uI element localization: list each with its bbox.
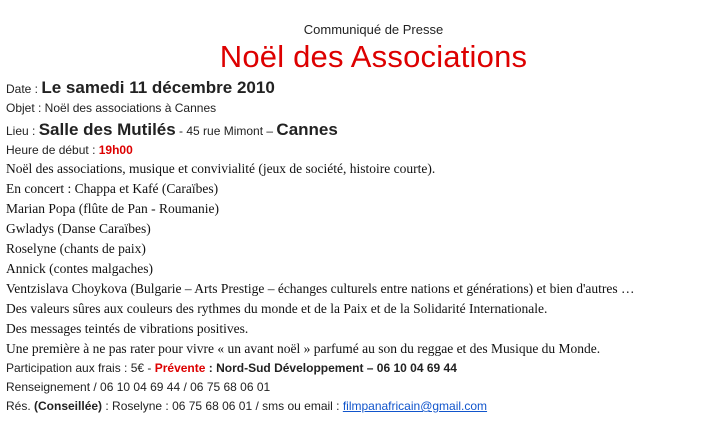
body-line: Des valeurs sûres aux couleurs des rythmes du monde et de la Paix et de la Solidarité Internationale.: [6, 301, 548, 316]
lieu-address: - 45 rue Mimont –: [175, 124, 277, 138]
lieu-city: Cannes: [276, 120, 338, 139]
participation-prefix: Participation aux frais : 5€ -: [6, 361, 155, 375]
body-line: Des messages teintés de vibrations positives.: [6, 321, 249, 336]
lieu-label: Lieu :: [6, 124, 39, 138]
date-value: Le samedi 11 décembre 2010: [41, 78, 275, 97]
page-title: Noël des Associations: [219, 39, 528, 74]
lieu-venue: Salle des Mutilés: [38, 120, 176, 139]
prevente-info: : Nord-Sud Développement – 06 10 04 69 44: [205, 361, 457, 375]
participation-row: [6, 359, 711, 378]
date-label: Date :: [6, 82, 42, 96]
email-link[interactable]: filmpanafricain@gmail.com: [342, 399, 488, 413]
body-line: Gwladys (Danse Caraïbes): [6, 221, 151, 236]
heure-row: [6, 142, 711, 159]
press-release: [6, 0, 711, 416]
date-row: [6, 77, 711, 100]
heure-value: 19h00: [98, 143, 133, 157]
body-line: Une première à ne pas rater pour vivre « un avant noël » parfumé au son du reggae et des Musique du Monde.: [6, 341, 601, 356]
body-line: Annick (contes malgaches): [6, 261, 153, 276]
lieu-row: [6, 119, 711, 142]
body-line: Marian Popa (flûte de Pan - Roumanie): [6, 201, 219, 216]
reservation-middle: : Roselyne : 06 75 68 06 01 / sms ou email :: [102, 399, 343, 413]
objet-row: Objet : Noël des associations à Cannes: [6, 101, 217, 115]
prevente-label: Prévente: [154, 361, 206, 375]
pretitle: Communiqué de Presse: [303, 22, 444, 37]
reservation-prefix: Rés.: [6, 399, 35, 413]
body-line: Ventzislava Choykova (Bulgarie – Arts Prestige – échanges culturels entre nations et générations) et bien d'autres …: [6, 281, 635, 296]
body-line: Noël des associations, musique et convivialité (jeux de société, histoire courte).: [6, 161, 436, 176]
body-line: En concert : Chappa et Kafé (Caraïbes): [6, 181, 219, 196]
body-line: Roselyne (chants de paix): [6, 241, 146, 256]
reservation-row: [6, 397, 711, 416]
heure-label: Heure de début :: [6, 143, 99, 157]
renseignement-row: Renseignement / 06 10 04 69 44 / 06 75 68 06 01: [6, 380, 271, 394]
reservation-conseillee: (Conseillée): [34, 399, 103, 413]
